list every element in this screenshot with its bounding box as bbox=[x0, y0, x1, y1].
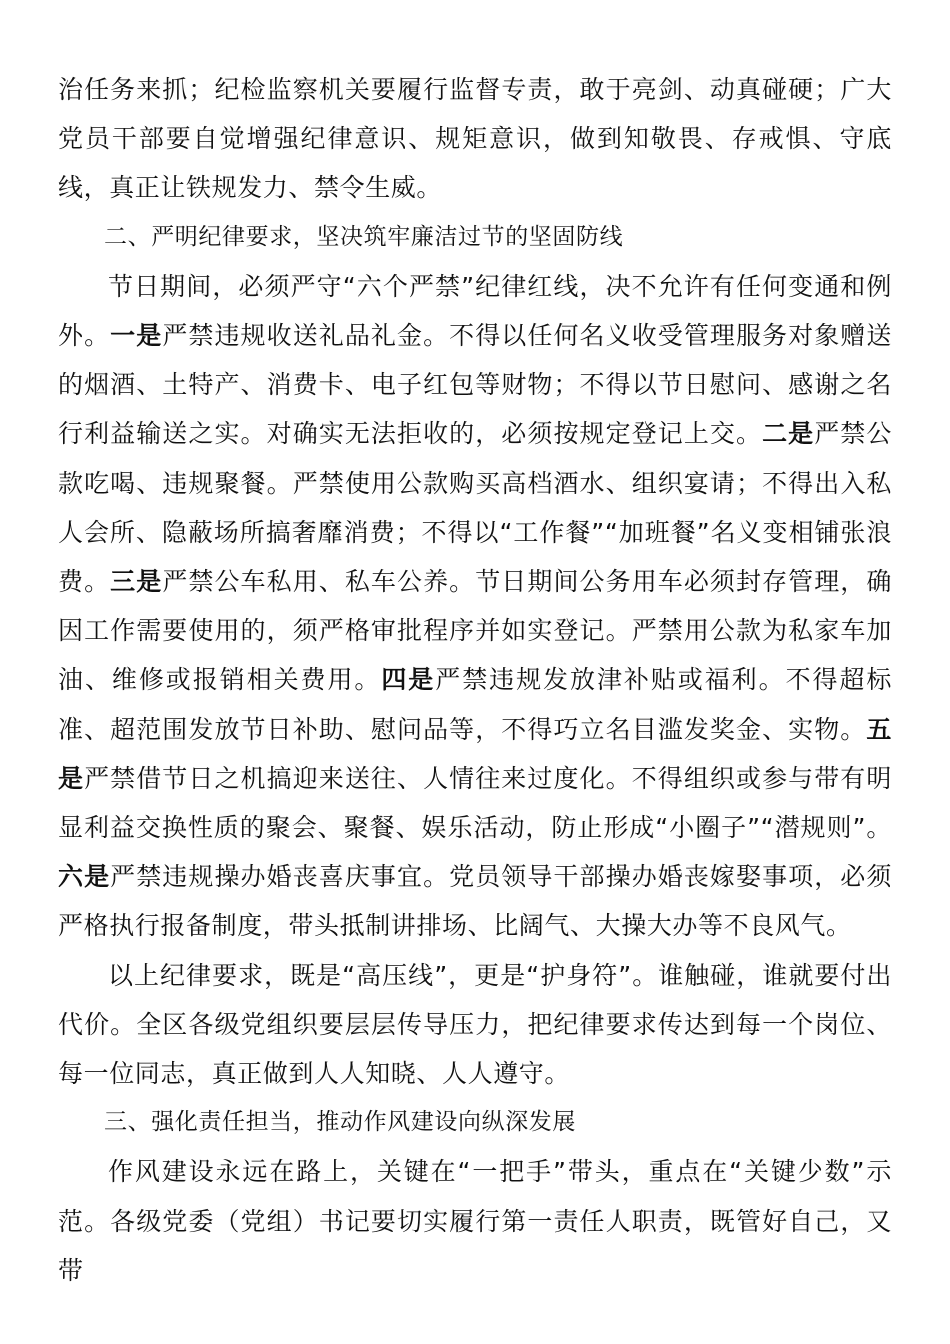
item-label-3: 三是 bbox=[110, 567, 163, 597]
item-text-2: 严禁公款吃喝、违规聚餐。严禁使用公款购买高档酒水、组织宴请；不得出入私人会所、隐蔽场所搞奢靡消费；不得以“工作餐”“加班餐”名义变相铺张浪费。 bbox=[58, 419, 892, 597]
item-label-1: 一是 bbox=[110, 321, 163, 351]
item-label-4: 四是 bbox=[381, 665, 436, 695]
section-heading-3: 三、强化责任担当，推动作风建设向纵深发展 bbox=[104, 1109, 576, 1136]
paragraph-responsibility: 作风建设永远在路上，关键在“一把手”带头，重点在“关键少数”示范。各级党委（党组）书记要切实履行第一责任人职责，既管好自己，又带 bbox=[58, 1157, 892, 1285]
item-text-3: 严禁公车私用、私车公养。节日期间公务用车必须封存管理，确因工作需要使用的，须严格审批程序并如实登记。严禁用公款为私家车加油、维修或报销相关费用。 bbox=[58, 567, 892, 695]
item-text-5: 严禁借节日之机搞迎来送往、人情往来过度化。不得组织或参与带有明显利益交换性质的聚会、聚餐、娱乐活动，防止形成“小圈子”“潜规则”。 bbox=[58, 763, 892, 843]
item-text-1: 严禁违规收送礼品礼金。不得以任何名义收受管理服务对象赠送的烟酒、土特产、消费卡、电子红包等财物；不得以节日慰问、感谢之名行利益输送之实。对确实无法拒收的，必须按规定登记上交。 bbox=[58, 321, 892, 449]
paragraph-continuation: 治任务来抓；纪检监察机关要履行监督专责，敢于亮剑、动真碰硬；广大党员干部要自觉增强纪律意识、规矩意识，做到知敬畏、存戒惧、守底线，真正让铁规发力、禁令生威。 bbox=[58, 75, 892, 203]
prohibitions-intro: 节日期间，必须严守“六个严禁”纪律红线，决不允许有任何变通和例外。 bbox=[58, 271, 892, 351]
item-label-5: 五是 bbox=[58, 714, 892, 793]
paragraph-discipline-summary: 以上纪律要求，既是“高压线”，更是“护身符”。谁触碰，谁就要付出代价。全区各级党组织要层层传导压力，把纪律要求传达到每一个岗位、每一位同志，真正做到人人知晓、人人遵守。 bbox=[58, 960, 892, 1089]
document-page bbox=[58, 65, 892, 1295]
item-label-6: 六是 bbox=[58, 862, 111, 892]
paragraph-six-prohibitions bbox=[58, 262, 892, 951]
item-label-2: 二是 bbox=[762, 419, 815, 449]
item-text-6: 严禁违规操办婚丧喜庆事宜。党员领导干部操办婚丧嫁娶事项，必须严格执行报备制度，带头抵制讲排场、比阔气、大操大办等不良风气。 bbox=[58, 862, 892, 941]
section-heading-2: 二、严明纪律要求，坚决筑牢廉洁过节的坚固防线 bbox=[104, 223, 624, 250]
item-text-4: 严禁违规发放津补贴或福利。不得超标准、超范围发放节日补助、慰问品等，不得巧立名目滥发奖金、实物。 bbox=[58, 665, 893, 744]
